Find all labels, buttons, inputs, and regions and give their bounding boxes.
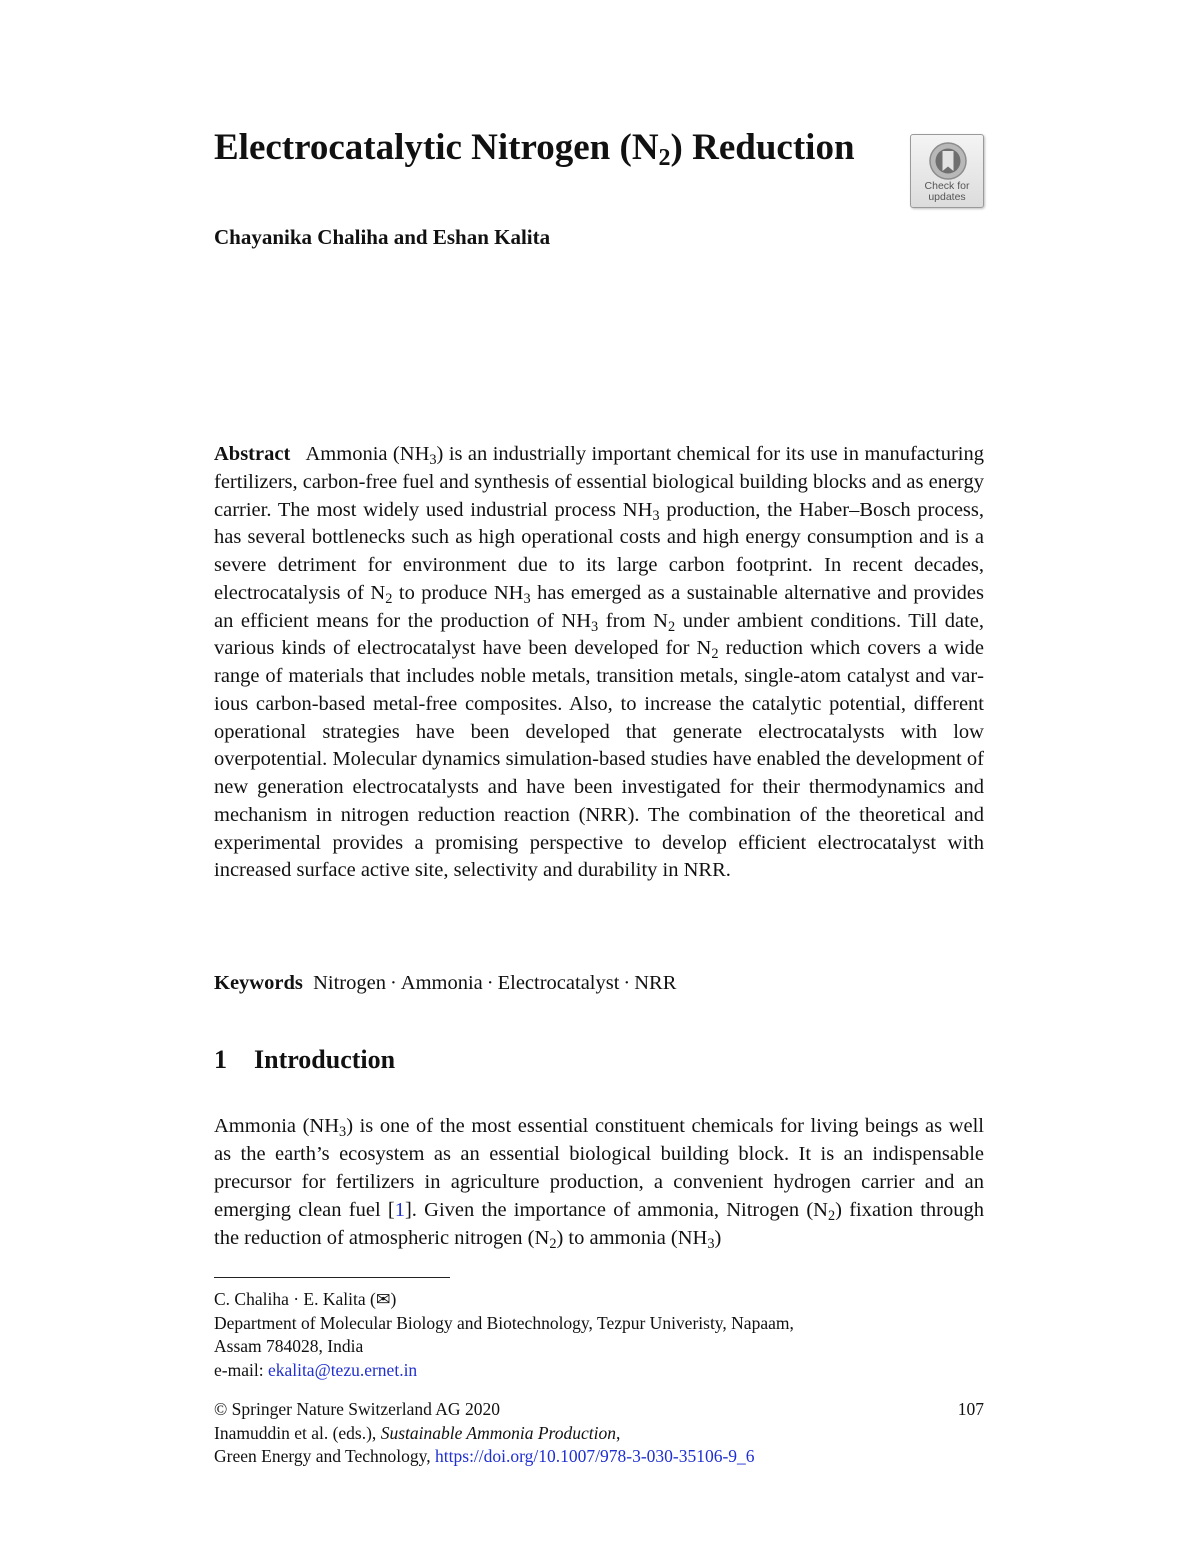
section-heading	[214, 1043, 395, 1077]
section-title: Introduction	[254, 1045, 396, 1074]
keywords-label: Keywords	[214, 972, 303, 994]
keyword: Nitrogen	[313, 972, 386, 994]
book-title: Sustainable Ammonia Production	[380, 1422, 616, 1443]
copyright: © Springer Nature Switzerland AG 2020	[214, 1399, 500, 1419]
citation-link[interactable]: 1	[394, 1199, 405, 1221]
footnote-divider	[214, 1277, 450, 1278]
book-citation: Inamuddin et al. (eds.), Sustainable Ammonia Production,	[214, 1422, 621, 1443]
section-number: 1	[214, 1045, 227, 1074]
affiliation-names: C. Chaliha · E. Kalita (✉)	[214, 1289, 397, 1309]
abstract: Abstract Ammonia $(NH_3)$ is an industrially important chemical for its use in manufacturing fertilizers, carbon-free fuel and synthesis of essential biological building blocks and as energy carrier. The most widely used industrial process $NH_3$ production, the Haber–Bosch process, has several bottlenecks such as high operational costs and high energy consumption and is a severe detriment for environment due to its large carbon footprint. In recent decades, electrocatalysis of $N_2$ to produce $NH_3$ has emerged as a sustainable alternative and provides an efficient means for the production of $NH_3$ from $N_2$ under ambient conditions. Till date, various kinds of electrocatalyst have been developed for $N_2$ reduction which covers a wide range of materials that includes noble metals, transition metals, single-atom catalyst and various carbon-based metal-free composites. Also, to increase the catalytic potential, different operational strategies have been developed that generate electrocatalysts with low overpotential. Molecular dynamics simulation-based studies have enabled the development of new generation electrocatalysts and have been investigated for their thermodynamics and mechanism in nitrogen reduction reaction (NRR). The combination of the theoretical and experimental provides a promising perspective to develop efficient electrocatalyst with increased surface active site, selectivity and durability in NRR.	[214, 443, 985, 882]
affiliation-address: Assam 784028, India	[214, 1336, 364, 1356]
keyword-separator: ·	[389, 972, 397, 994]
author-affiliation	[214, 1288, 974, 1382]
affiliation-email: e-mail: ekalita@tezu.ernet.in	[214, 1359, 418, 1380]
authors: Chayanika Chaliha and Eshan Kalita	[214, 225, 551, 249]
bookmark-icon	[928, 141, 968, 181]
series-line: Green Energy and Technology, https://doi.org/10.1007/978-3-030-35106-9_6	[214, 1446, 755, 1466]
doi-link[interactable]: https://doi.org/10.1007/978-3-030-35106-9_6	[435, 1446, 755, 1466]
affiliation-department: Department of Molecular Biology and Biotechnology, Tezpur Univeristy, Napaam,	[214, 1312, 794, 1333]
page-number: 107	[957, 1399, 984, 1419]
keyword: NRR	[634, 972, 677, 994]
abstract-label: Abstract	[214, 443, 291, 465]
title-subscript: 2	[658, 145, 671, 171]
badge-label: Check for updates	[924, 180, 970, 203]
check-for-updates-badge[interactable]	[910, 134, 984, 208]
keywords	[214, 970, 676, 997]
title-text-end: ) Reduction	[670, 127, 855, 168]
publication-footer	[214, 1398, 984, 1469]
intro-paragraph: Ammonia $(NH_3)$ is one of the most essential constituent chemicals for living beings as well as the earth’s ecosystem as an essential biological building block. It is an indispensable precursor for fertilizers in agriculture production, a convenient hydrogen carrier and an emerging clean fuel [1]. Given the importance of ammonia, Nitrogen $(N_2)$ fixation through the reduction of atmospheric nitrogen $(N_2)$ to ammonia $(NH_3)$	[214, 1115, 984, 1252]
keyword-separator: ·	[623, 972, 631, 994]
title-text: Electrocatalytic Nitrogen (N	[214, 127, 659, 168]
keyword: Electrocatalyst	[497, 972, 620, 994]
envelope-icon: ✉	[375, 1289, 391, 1309]
email-link[interactable]: ekalita@tezu.ernet.in	[267, 1359, 418, 1380]
paper-title	[214, 124, 894, 172]
keyword-separator: ·	[486, 972, 494, 994]
keyword: Ammonia	[400, 972, 483, 994]
